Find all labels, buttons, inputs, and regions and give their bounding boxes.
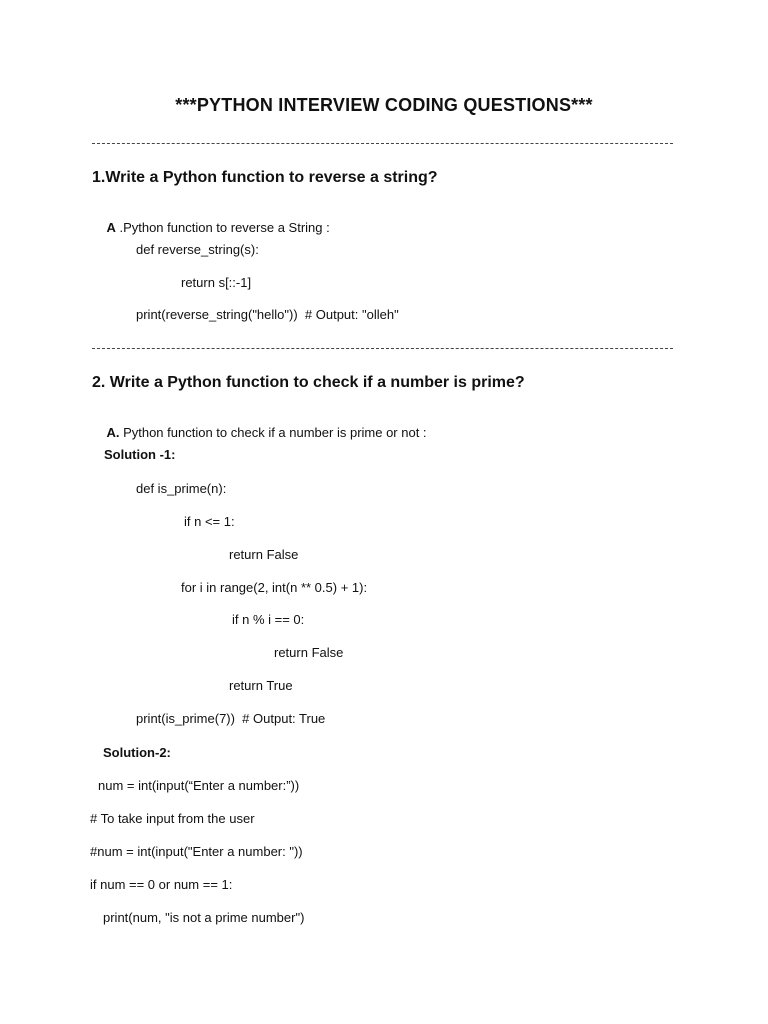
answer-prefix: A	[106, 220, 116, 235]
code-line: # To take input from the user	[90, 811, 255, 826]
question-2-heading: 2. Write a Python function to check if a number is prime?	[92, 374, 525, 391]
code-line: return s[::-1]	[181, 275, 252, 290]
code-line: if n <= 1:	[184, 514, 235, 529]
section-divider	[92, 348, 673, 349]
code-line: for i in range(2, int(n ** 0.5) + 1):	[181, 580, 368, 595]
code-line: print(is_prime(7)) # Output: True	[136, 711, 326, 726]
code-line: def reverse_string(s):	[136, 242, 259, 257]
code-line: if n % i == 0:	[232, 612, 305, 627]
code-line: #num = int(input("Enter a number: "))	[90, 844, 303, 859]
code-line: def is_prime(n):	[136, 481, 227, 496]
answer-text: .Python function to reverse a String :	[115, 220, 330, 235]
code-line: return False	[274, 645, 344, 660]
document-title: ***PYTHON INTERVIEW CODING QUESTIONS***	[175, 95, 593, 115]
code-line: if num == 0 or num == 1:	[90, 877, 233, 892]
answer-prefix: A.	[106, 425, 120, 440]
solution-1-label: Solution -1:	[104, 447, 176, 462]
code-line: num = int(input(“Enter a number:”))	[98, 778, 300, 793]
question-1-heading: 1.Write a Python function to reverse a string?	[92, 169, 438, 186]
section-divider	[92, 143, 673, 144]
solution-2-label: Solution-2:	[103, 745, 171, 760]
answer-text: Python function to check if a number is prime or not :	[119, 425, 427, 440]
code-line: return True	[229, 678, 293, 693]
code-line: print(num, "is not a prime number")	[103, 910, 305, 925]
code-line: return False	[229, 547, 299, 562]
code-line: print(reverse_string("hello")) # Output: "olleh"	[136, 307, 399, 322]
